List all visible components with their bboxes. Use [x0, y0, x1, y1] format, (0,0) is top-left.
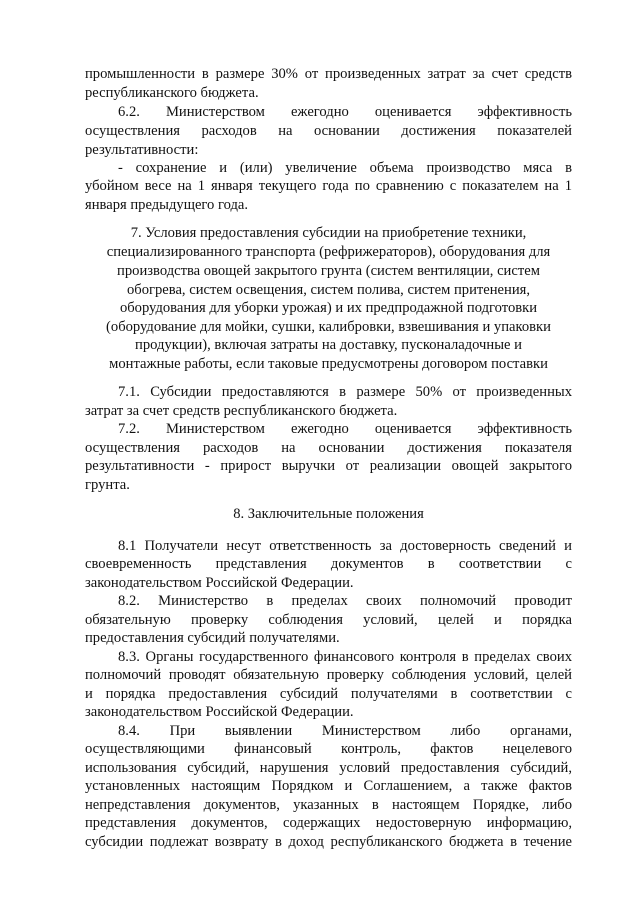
text-line: 7.2. Министерством ежегодно оценивается эффективность — [118, 421, 572, 437]
section-heading-7: оборудования для уборки урожая) и их предпродажной подготовки — [119, 300, 538, 316]
text-line: результативности: — [85, 142, 199, 158]
text-line: осуществления расходов на основании достижения показателя — [85, 440, 572, 456]
text-line: полномочий проводят обязательную проверку соблюдения условий, целей — [85, 667, 572, 683]
text-line: осуществляющими финансовый контроль, фактов нецелевого — [85, 741, 572, 757]
text-line: результативности - прирост выручки от реализации овощей закрытого — [85, 458, 572, 474]
section-heading-7: обогрева, систем освещения, систем полива, систем притенения, — [126, 282, 531, 298]
text-line: предоставления субсидий получателями. — [85, 630, 340, 646]
text-line: осуществления расходов на основании достижения показателей — [85, 123, 572, 139]
text-line: непредставления документов, указанных в настоящем Порядке, либо — [85, 797, 572, 813]
text-line: республиканского бюджета. — [85, 85, 259, 101]
text-line: своевременность представления документов в соответствии с — [85, 556, 572, 572]
section-heading-7: (оборудование для мойки, сушки, калибровки, взвешивания и упаковки — [106, 319, 551, 335]
text-line: грунта. — [85, 477, 130, 493]
text-line: установленных настоящим Порядком и Соглашением, а также фактов — [85, 778, 572, 794]
section-heading-7: продукции), включая затраты на доставку, пусконаладочные и — [135, 337, 522, 353]
text-line: использования субсидий, нарушения условий предоставления субсидий, — [85, 760, 572, 776]
text-line: убойном весе на 1 января текущего года по сравнению с показателем на 1 — [85, 178, 572, 194]
text-line: затрат за счет средств республиканского бюджета. — [85, 403, 398, 419]
text-line: 8.4. При выявлении Министерством либо органами, — [118, 723, 572, 739]
text-line: января предыдущего года. — [85, 197, 249, 213]
text-line: и порядка предоставления субсидий получателями в соответствии с — [85, 686, 572, 702]
text-line: 8.1 Получатели несут ответственность за достоверность сведений и — [118, 538, 572, 554]
text-line: представления документов, содержащих недостоверную информацию, — [85, 815, 572, 831]
section-heading-7: производства овощей закрытого грунта (систем вентиляции, систем — [117, 263, 540, 279]
text-line: субсидии подлежат возврату в доход республиканского бюджета в течение — [85, 834, 572, 850]
text-line: законодательством Российской Федерации. — [85, 704, 354, 720]
text-line: 8.3. Органы государственного финансового контроля в пределах своих — [118, 649, 572, 665]
text-line: законодательством Российской Федерации. — [85, 575, 354, 591]
text-line: обязательную проверку соблюдения условий, целей и порядка — [85, 612, 572, 628]
text-line: промышленности в размере 30% от произведенных затрат за счет средств — [85, 66, 572, 82]
section-heading-7: 7. Условия предоставления субсидии на приобретение техники, — [130, 225, 527, 241]
section-heading-8: 8. Заключительные положения — [233, 506, 424, 522]
text-line: 7.1. Субсидии предоставляются в размере 50% от произведенных — [118, 384, 572, 400]
text-line: 8.2. Министерство в пределах своих полномочий проводит — [118, 593, 572, 609]
section-heading-7: специализированного транспорта (рефрижераторов), оборудования для — [106, 244, 551, 260]
text-line: - сохранение и (или) увеличение объема производство мяса в — [118, 160, 572, 176]
text-line: 6.2. Министерством ежегодно оценивается эффективность — [118, 104, 572, 120]
section-heading-7: монтажные работы, если таковые предусмотрены договором поставки — [109, 356, 548, 372]
